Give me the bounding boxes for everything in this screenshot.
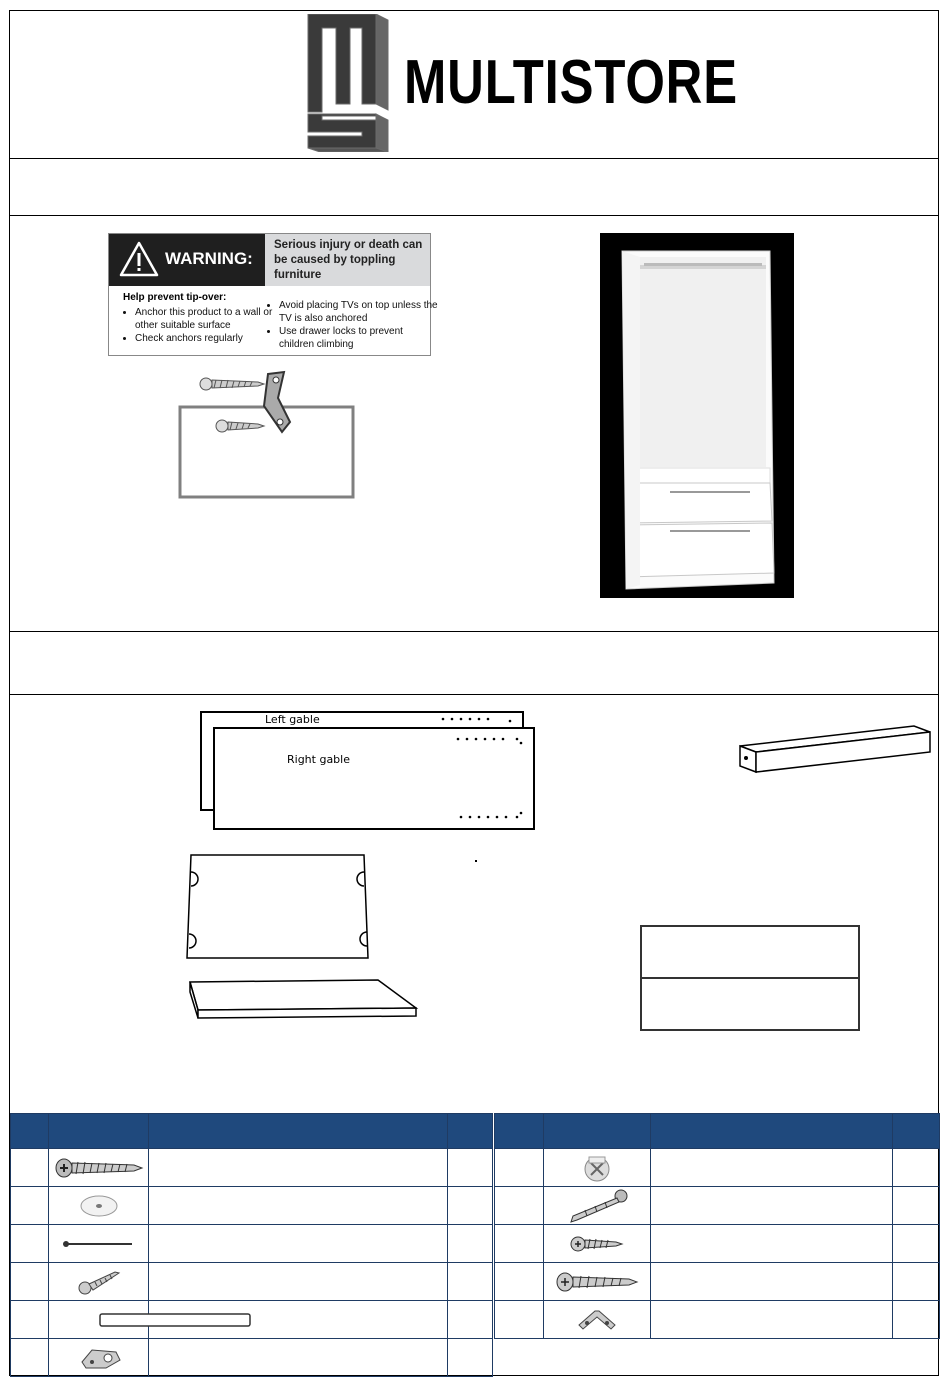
parts-table-left — [10, 1113, 493, 1377]
long-screw-icon — [54, 1154, 144, 1182]
drawer-divider — [642, 977, 858, 979]
cam-lock-icon — [579, 1153, 615, 1183]
parts-table-right — [494, 1113, 940, 1339]
warning-message: Serious injury or death can be caused by toppling furniture — [274, 239, 423, 281]
drawer-front-panel — [640, 925, 860, 1031]
panel-holes — [440, 714, 520, 724]
left-gable-label: Left gable — [265, 713, 320, 726]
table-row — [11, 1149, 493, 1187]
warning-item: • Anchor this product to a wall or other suitable surface — [135, 306, 275, 332]
table-row — [11, 1225, 493, 1263]
table-row — [11, 1301, 493, 1339]
table-row — [11, 1339, 493, 1377]
warning-left-list — [123, 306, 275, 345]
divider — [9, 158, 939, 159]
warning-title: WARNING: — [165, 249, 253, 268]
divider — [9, 694, 939, 695]
table-row — [11, 1187, 493, 1225]
table-header-row — [495, 1114, 940, 1149]
warning-help-heading: Help prevent tip-over: — [123, 292, 227, 303]
warning-item: • Use drawer locks to prevent children climbing — [279, 325, 439, 351]
table-row — [495, 1225, 940, 1263]
divider — [9, 215, 939, 216]
screw-icon — [216, 420, 264, 432]
countersunk-screw-icon — [77, 1268, 121, 1296]
angle-bracket-icon — [577, 1307, 617, 1333]
screw-icon — [200, 378, 264, 390]
warning-right-list — [267, 299, 439, 351]
panel-holes — [455, 733, 531, 825]
brand-name: MULTISTORE — [404, 48, 738, 117]
cover-cap-icon — [79, 1194, 119, 1218]
wall-screw-icon — [555, 1268, 639, 1296]
anti-tip-kit-illustration — [178, 366, 358, 500]
table-row — [495, 1263, 940, 1301]
divider — [9, 631, 939, 632]
right-gable-label: Right gable — [287, 753, 350, 766]
multistore-logo-icon — [306, 14, 390, 152]
table-header-row — [11, 1114, 493, 1149]
nail-icon — [62, 1238, 136, 1250]
table-row — [495, 1301, 940, 1339]
rail-panel-illustration — [738, 722, 934, 780]
tip-over-warning — [108, 233, 438, 356]
warning-item: • Check anchors regularly — [135, 332, 275, 345]
rail-bracket-icon — [76, 1344, 122, 1372]
table-row — [11, 1263, 493, 1301]
table-row — [495, 1149, 940, 1187]
wardrobe-image — [600, 233, 794, 598]
shelf-panels-illustration — [184, 852, 420, 1022]
bracket-icon — [264, 372, 290, 432]
warning-item: • Avoid placing TVs on top unless the TV is also anchored — [279, 299, 439, 325]
warning-banner — [109, 234, 265, 286]
product-photo — [600, 233, 794, 598]
warning-triangle-icon — [119, 241, 159, 277]
table-row — [495, 1187, 940, 1225]
short-screw-icon — [570, 1232, 624, 1256]
dot — [475, 860, 477, 862]
hanging-rail-icon — [99, 1312, 259, 1328]
dowel-bolt-icon — [565, 1188, 629, 1224]
